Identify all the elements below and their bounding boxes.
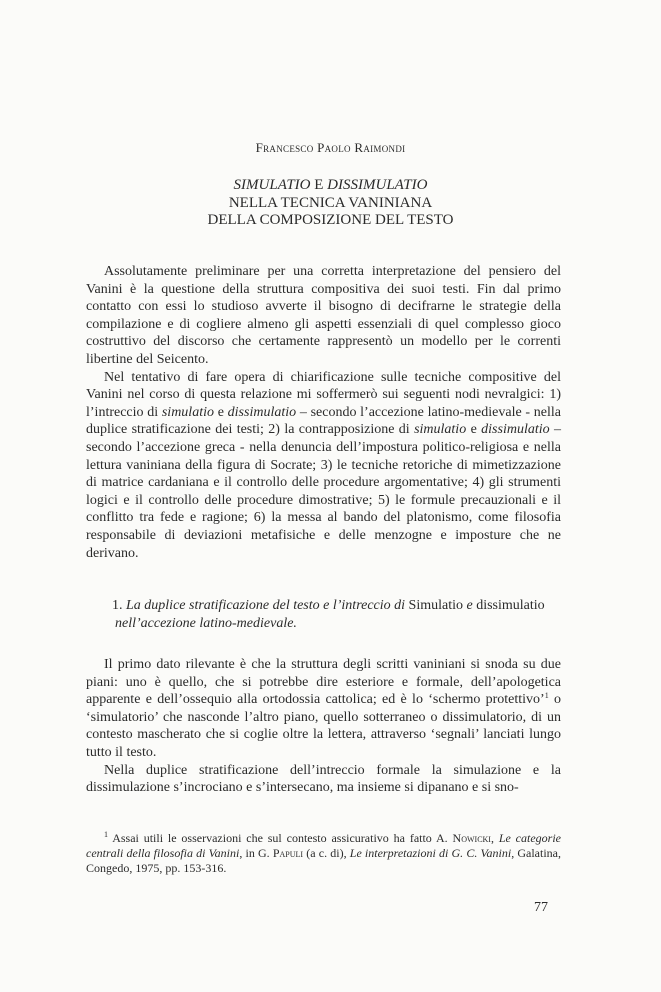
- section-1-paragraph-2: Nella duplice stratificazione dell’intreccio formale la simulazione e la dissimulazione s’incrociano e s’intersecano, ma insieme si dipanano e si sno-: [86, 762, 561, 796]
- title-line-2: NELLA TECNICA VANINIANA: [228, 194, 433, 211]
- page-number: 77: [534, 900, 548, 915]
- section-1-heading: 1. La duplice stratificazione del testo e l’intreccio di Simulatio e dissimulatio nell’accezione latino-medievale.: [112, 598, 545, 631]
- title-line-3: DELLA COMPOSIZIONE DEL TESTO: [207, 212, 454, 228]
- footnote: $^1$ Assai utili le osservazioni che sul contesto assicurativo ha fatto A. Nowicki, Le categorie centrali della filosofia di Vanini, in G. Papuli (a c. di), Le interpretazioni di G. C. Vanini, Galatina, Congedo, 1975, pp. 153-316.: [86, 830, 562, 875]
- section-1-text: [86, 656, 561, 797]
- title-line-1: SIMULATIO E DISSIMULATIO: [233, 177, 428, 193]
- intro-paragraph-1: Assolutamente preliminare per una corretta interpretazione del pensiero del Vanini è la questione della struttura compositiva dei suoi testi. Fin dal primo contatto con essi lo studioso avverte il bisogno di decifrarne le strategie della compilazione e di cogliere almeno gli aspetti essenziali di quel complesso gioco costruttivo del discorso che certamente rappresentò un modello per le correnti libertine del Seicento.: [86, 264, 561, 367]
- footnote-mark: 1: [104, 830, 108, 839]
- intro-text: [86, 263, 561, 562]
- author-name: Francesco Paolo Raimondi: [255, 140, 406, 155]
- article-title: [0, 177, 661, 230]
- intro-paragraph-2: Nel tentativo di fare opera di chiarificazione sulle tecniche compositive del Vanini nel corso di questa relazione mi soffermerò sui seguenti nodi nevralgici: 1) l’intreccio di simulatio e dissimulatio – secondo l’accezione latino-medievale - nella duplice stratificazione dei testi; 2) la contrapposizione di simulatio e dissimulatio – secondo l’accezione greca - nella denuncia dell’impostura politico-religiosa e nella lettura vaniniana della figura di Socrate; 3) le tecniche retoriche di mimetizzazione di matrice cardaniana e il controllo delle procedure argomentative; 4) gli strumenti logici e il controllo delle procedure dimostrative; 5) le formule precauzionali e il conflitto tra fede e ragione; 6) la messa al bando del platonismo, come filosofia responsabile di deviazioni metafisiche e delle menzogne e imposture che ne derivano.: [86, 369, 561, 561]
- section-1-paragraph-1: Il primo dato rilevante è che la struttura degli scritti vaniniani si snoda su due piani: uno è quello, che si potrebbe dire esteriore e formale, dell’apologetica apparente e dell’ossequio alla ortodossia cattolica; ed è lo ‘schermo protettivo’$^1$ o ‘simulatorio’ che nasconde l’altro piano, quello sotterraneo o dissimulatorio, di un contesto mascherato che si coglie oltre la lettera, attraverso ‘segnali’ lanciati lungo tutto il testo.: [86, 657, 562, 760]
- footnote-ref[interactable]: 1: [544, 691, 549, 701]
